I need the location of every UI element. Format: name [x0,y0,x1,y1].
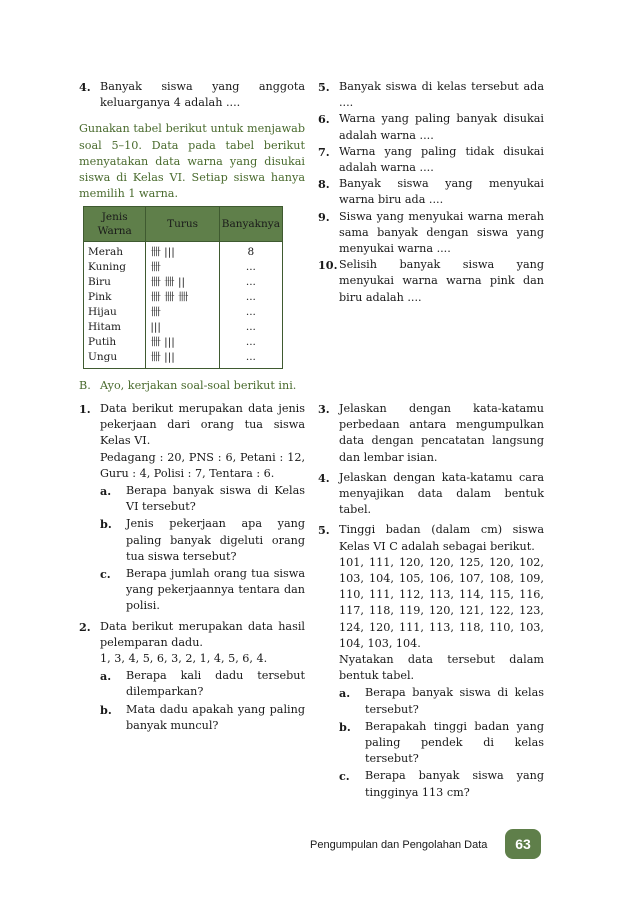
top-left-column [79,79,305,369]
table-row [84,260,283,275]
footer-chapter-title: Pengumpulan dan Pengolahan Data [310,839,488,851]
question-number: 6. [318,112,330,127]
cell-tally: 卌 ||| [146,335,219,350]
header-color: Jenis Warna [84,207,146,242]
question-text: Selisih banyak siswa yang menyukai warna warna pink dan biru adalah .... [339,258,544,304]
table-row [84,350,283,369]
sub-question [100,668,305,700]
question-7-top [318,144,544,176]
question-5 [318,522,544,800]
question-instruction: Nyatakan data tersebut dalam bentuk tabel. [339,653,544,683]
sub-question [100,702,305,734]
cell-count: ... [219,335,282,350]
question-number: 5. [318,80,330,94]
table-row [84,290,283,305]
cell-color: Putih [84,335,146,350]
sub-number: c. [100,567,111,582]
table-row [84,335,283,350]
question-number: 7. [318,144,330,159]
cell-color: Merah [84,242,146,261]
cell-tally: 卌 卌 || [146,275,219,290]
cell-color: Pink [84,290,146,305]
section-title: Ayo, kerjakan soal-soal berikut ini. [100,379,297,392]
question-number: 10. [318,258,338,273]
cell-tally: 卌 [146,260,219,275]
question-10-top [318,257,544,306]
table-instructions: Gunakan tabel berikut untuk menjawab soal 5–10. Data pada tabel berikut menyatakan data warna yang disukai siswa di Kelas VI. Setiap siswa hanya memilih 1 warna. [79,122,305,201]
table-row [84,320,283,335]
cell-count: ... [219,320,282,335]
question-text: Banyak siswa di kelas tersebut ada .... [339,80,544,110]
sub-question [100,483,305,515]
cell-count: ... [219,260,282,275]
table-row [84,242,283,261]
cell-tally: 卌 ||| [146,242,219,261]
cell-color: Hijau [84,305,146,320]
question-4-top [79,79,305,111]
question-number: 2. [79,619,91,634]
question-2 [79,619,305,734]
top-right-column [318,79,544,306]
question-text: Warna yang paling banyak disukai adalah warna .... [339,112,544,142]
question-data: Pedagang : 20, PNS : 6, Petani : 12, Guru : 4, Polisi : 7, Tentara : 6. [100,450,305,480]
sub-question [339,768,544,800]
question-number: 3. [318,402,330,416]
sub-text: Berapa kali dadu tersebut dilemparkan? [126,669,305,699]
question-number: 4. [79,80,91,94]
table-row [84,305,283,320]
question-text: Warna yang paling tidak disukai adalah warna .... [339,144,544,175]
question-number: 1. [79,402,91,416]
question-data: 101, 111, 120, 120, 125, 120, 102, 103, 104, 105, 106, 107, 108, 109, 110, 111, 112, 113, 114, 115, 116, 117, 118, 119, 120, 121, 122, 123, 124, 120, 111, 113, 118, 110, 103, 104, 103, 104. [339,555,544,650]
cell-color: Ungu [84,350,146,369]
table-header-row [84,207,283,242]
sub-text: Berapa banyak siswa di kelas tersebut? [365,686,544,716]
sub-text: Berapa banyak siswa yang tingginya 113 cm? [365,769,544,799]
question-8-top [318,176,544,208]
header-count: Banyaknya [219,207,282,242]
table-row [84,275,283,290]
header-tally: Turus [146,207,219,242]
question-text: Banyak siswa yang anggota keluarganya 4 adalah .... [100,80,305,110]
question-number: 9. [318,209,330,224]
cell-count: ... [219,305,282,320]
question-text: Banyak siswa yang menyukai warna biru ada .... [339,177,544,207]
cell-tally: 卌 ||| [146,350,219,369]
sub-number: a. [339,686,351,701]
question-9-top [318,209,544,258]
cell-color: Hitam [84,320,146,335]
question-number: 4. [318,470,330,485]
cell-count: ... [219,350,282,369]
question-6-top [318,111,544,143]
cell-tally: ||| [146,320,219,335]
question-text: Tinggi badan (dalam cm) siswa Kelas VI C adalah sebagai berikut. [339,523,544,553]
cell-color: Kuning [84,260,146,275]
question-text: Siswa yang menyukai warna merah sama banyak dengan siswa yang menyukai warna .... [339,209,544,256]
question-5-top [318,79,544,111]
bottom-left-column [79,401,305,734]
question-text: Jelaskan dengan kata-katamu perbedaan antara mengumpulkan data dengan pencatatan langsung dan lembar isian. [339,402,544,464]
cell-tally: 卌 卌 卌 [146,290,219,305]
sub-number: c. [339,769,350,784]
question-text: Data berikut merupakan data jenis pekerjaan dari orang tua siswa Kelas VI. [100,402,305,448]
cell-count: ... [219,290,282,305]
sub-number: a. [100,484,112,499]
cell-count: 8 [219,242,282,261]
cell-count: ... [219,275,282,290]
sub-text: Berapakah tinggi badan yang paling pendek di kelas tersebut? [365,719,544,766]
sub-question [339,719,544,768]
cell-tally: 卌 [146,305,219,320]
sub-question [100,566,305,615]
sub-text: Berapa jumlah orang tua siswa yang pekerjaannya tentara dan polisi. [126,567,305,613]
question-number: 8. [318,177,330,192]
question-1 [79,401,305,615]
question-3 [318,401,544,466]
sub-text: Jenis pekerjaan apa yang paling banyak digeluti orang tua siswa tersebut? [126,517,305,563]
sub-text: Berapa banyak siswa di Kelas VI tersebut? [126,484,305,514]
bottom-right-column [318,401,544,801]
section-label: B. [79,379,91,392]
color-tally-table [83,206,283,369]
sub-text: Mata dadu apakah yang paling banyak muncul? [126,702,305,732]
sub-number: b. [100,702,112,717]
question-text: Data berikut merupakan data hasil pelemparan dadu. [100,619,305,649]
sub-question [100,516,305,565]
sub-question [339,685,544,717]
sub-number: a. [100,669,112,684]
cell-color: Biru [84,275,146,290]
page-number: 63 [505,829,541,859]
sub-number: b. [339,719,351,734]
question-data: 1, 3, 4, 5, 6, 3, 2, 1, 4, 5, 6, 4. [100,652,268,666]
sub-number: b. [100,517,112,532]
question-number: 5. [318,523,330,538]
question-text: Jelaskan dengan kata-katamu cara menyajikan data dalam bentuk tabel. [339,470,544,517]
question-4 [318,470,544,519]
section-b-heading [79,378,305,394]
